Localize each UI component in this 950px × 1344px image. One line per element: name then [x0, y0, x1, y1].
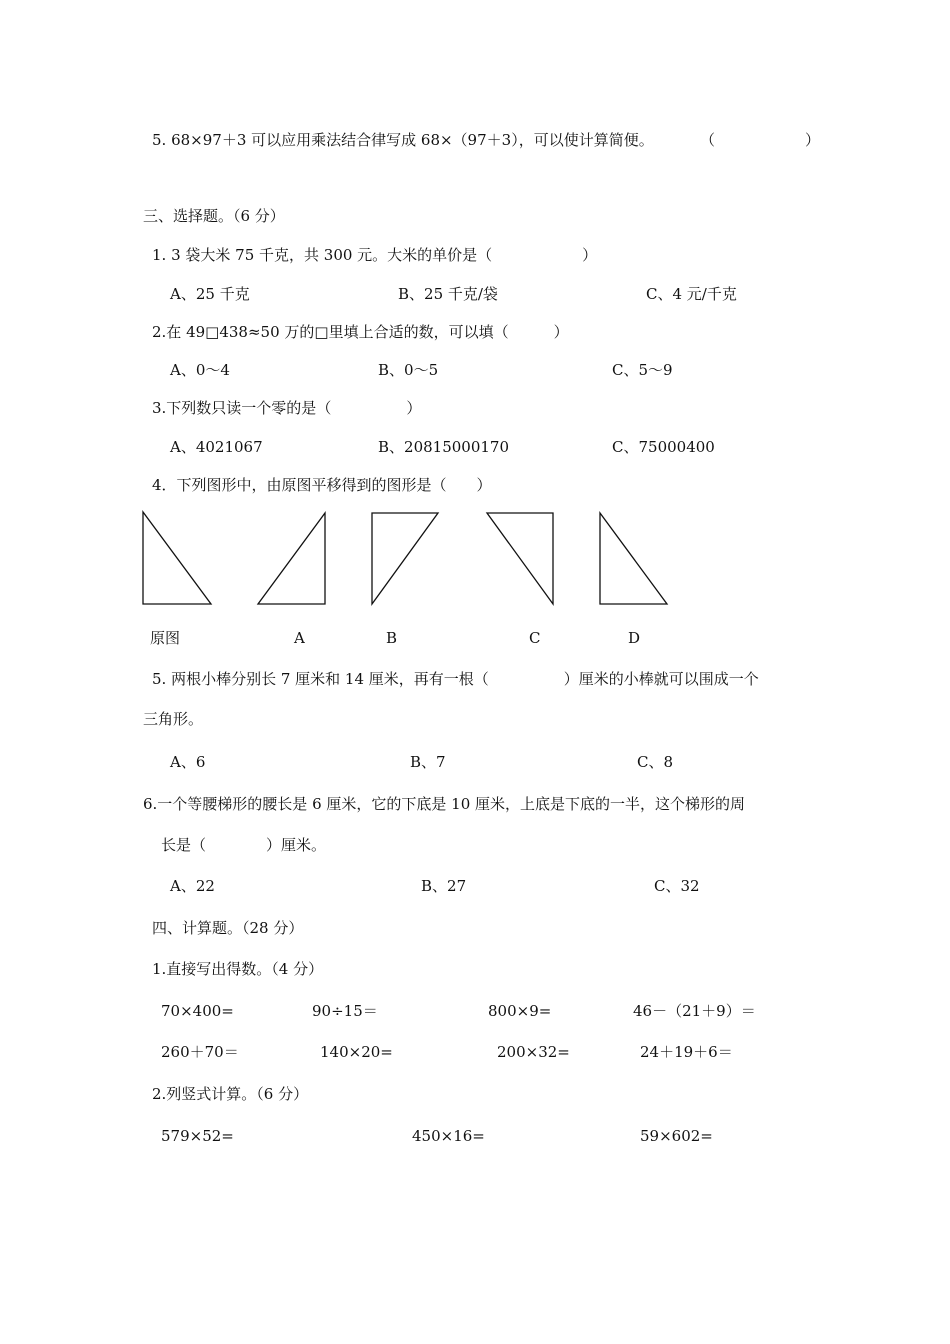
section-heading-choice: 三、选择题。（6 分） — [143, 207, 285, 225]
vertical-calc-item[interactable]: 59×602= — [640, 1127, 713, 1145]
triangle-a — [258, 513, 325, 604]
choice-question-4: 4．下列图形中，由原图平移得到的图形是（ ） — [152, 476, 492, 494]
judge-question-5: 5. 68×97＋3 可以应用乘法结合律写成 68×（97＋3），可以使计算简便。 — [152, 131, 654, 149]
option-c[interactable]: C、4 元/千克 — [646, 285, 737, 303]
option-a[interactable]: A、0～4 — [170, 361, 230, 379]
option-b[interactable]: B、7 — [410, 753, 446, 771]
option-b[interactable]: B、25 千克/袋 — [398, 285, 498, 303]
calc-item[interactable]: 24＋19＋6＝ — [640, 1043, 733, 1061]
choice-question-6: 6.一个等腰梯形的腰长是 6 厘米，它的下底是 10 厘米，上底是下底的一半，这个梯形的周 — [143, 795, 746, 813]
choice-question-6-cont: 长是（ ）厘米。 — [161, 836, 327, 854]
option-b[interactable]: B、0～5 — [378, 361, 439, 379]
calc-item[interactable]: 200×32= — [497, 1043, 570, 1061]
calc-item[interactable]: 800×9= — [488, 1002, 552, 1020]
option-b[interactable]: B、27 — [421, 877, 467, 895]
calc-item[interactable]: 70×400= — [161, 1002, 234, 1020]
original-triangle — [143, 512, 211, 604]
option-c[interactable]: C、75000400 — [612, 438, 715, 456]
figure-label-b[interactable]: B — [386, 629, 398, 647]
option-c[interactable]: C、5～9 — [612, 361, 673, 379]
section-heading-calc: 四、计算题。（28 分） — [152, 919, 304, 937]
option-a[interactable]: A、25 千克 — [170, 285, 250, 303]
triangle-b — [372, 513, 438, 604]
calc-item[interactable]: 46－（21＋9）＝ — [633, 1002, 756, 1020]
choice-question-2: 2.在 49□438≈50 万的□里填上合适的数，可以填（ ） — [152, 323, 569, 341]
vertical-calc-item[interactable]: 450×16= — [412, 1127, 485, 1145]
option-c[interactable]: C、8 — [637, 753, 674, 771]
triangle-d — [600, 513, 667, 604]
option-a[interactable]: A、6 — [170, 753, 206, 771]
choice-question-5-cont: 三角形。 — [143, 710, 204, 728]
choice-question-1: 1. 3 袋大米 75 千克，共 300 元。大米的单价是（ ） — [152, 246, 598, 264]
figure-label-c[interactable]: C — [529, 629, 541, 647]
triangle-c — [487, 513, 553, 604]
option-c[interactable]: C、32 — [654, 877, 700, 895]
triangles-figure — [0, 0, 950, 620]
option-a[interactable]: A、4021067 — [170, 438, 263, 456]
vertical-calc-item[interactable]: 579×52= — [161, 1127, 234, 1145]
choice-question-5: 5. 两根小棒分别长 7 厘米和 14 厘米，再有一根（ ）厘米的小棒就可以围成一个 — [152, 670, 759, 688]
calc-item[interactable]: 260＋70＝ — [161, 1043, 239, 1061]
figure-label-a[interactable]: A — [294, 629, 305, 647]
calc-item[interactable]: 140×20= — [320, 1043, 393, 1061]
option-a[interactable]: A、22 — [170, 877, 215, 895]
choice-question-3: 3.下列数只读一个零的是（ ） — [152, 399, 422, 417]
figure-label-d[interactable]: D — [628, 629, 641, 647]
option-b[interactable]: B、20815000170 — [378, 438, 510, 456]
answer-blank[interactable]: （ ） — [700, 131, 821, 149]
calc-item[interactable]: 90÷15＝ — [312, 1002, 378, 1020]
subsection-title-vertical: 2.列竖式计算。（6 分） — [152, 1085, 309, 1103]
figure-label-original: 原图 — [150, 629, 181, 647]
subsection-title-direct: 1.直接写出得数。（4 分） — [152, 960, 324, 978]
